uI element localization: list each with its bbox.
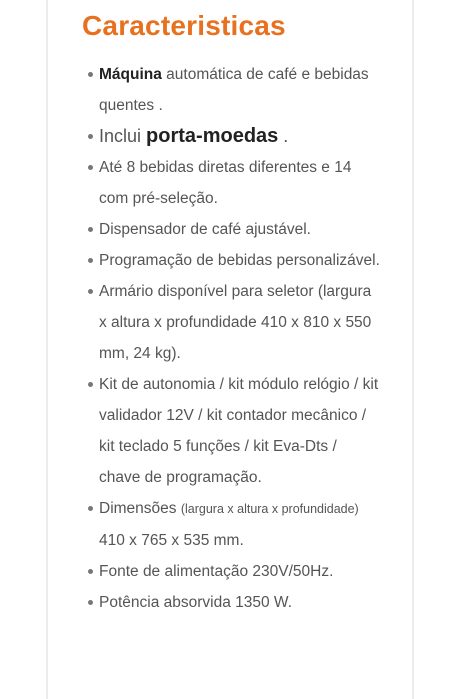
feature-keyword: porta-moedas <box>146 125 279 147</box>
feature-item-programming <box>82 245 382 276</box>
feature-text: Até 8 bebidas diretas diferentes e 14 com pré-seleção. <box>99 159 352 207</box>
feature-text: Armário disponível para seletor (largura x altura x profundidade 410 x 810 x 550 mm, 24 kg). <box>99 283 372 362</box>
feature-item-dispenser <box>82 214 382 245</box>
feature-item-power-supply <box>82 556 382 587</box>
feature-text: automática de café e bebidas quentes . <box>99 66 369 114</box>
feature-text: Kit de autonomia / kit módulo relógio / kit validador 12V / kit contador mecânico / kit teclado 5 funções / kit Eva-Dts / chave de programação. <box>99 376 379 486</box>
feature-item-power-consumption <box>82 587 382 618</box>
feature-text: Programação de bebidas personalizável. <box>99 252 380 269</box>
feature-text: Fonte de alimentação 230V/50Hz. <box>99 563 334 580</box>
feature-keyword: Máquina <box>99 66 162 83</box>
feature-item-dimensions <box>82 493 382 556</box>
feature-list <box>82 59 382 618</box>
feature-text: Inclui <box>99 126 147 146</box>
section-title: Caracteristicas <box>82 10 286 41</box>
feature-note: (largura x altura x profundidade) <box>180 502 359 516</box>
feature-text: 410 x 765 x 535 mm. <box>99 532 244 549</box>
feature-text: Dimensões <box>99 500 181 517</box>
feature-item-coin-holder <box>82 121 382 152</box>
feature-item-cabinet <box>82 276 382 369</box>
feature-item-drinks <box>82 152 382 214</box>
feature-item-machine <box>82 59 382 121</box>
feature-text: Dispensador de café ajustável. <box>99 221 311 238</box>
feature-text: Potência absorvida 1350 W. <box>99 594 293 611</box>
feature-text: . <box>278 126 289 146</box>
feature-item-kits <box>82 369 382 493</box>
